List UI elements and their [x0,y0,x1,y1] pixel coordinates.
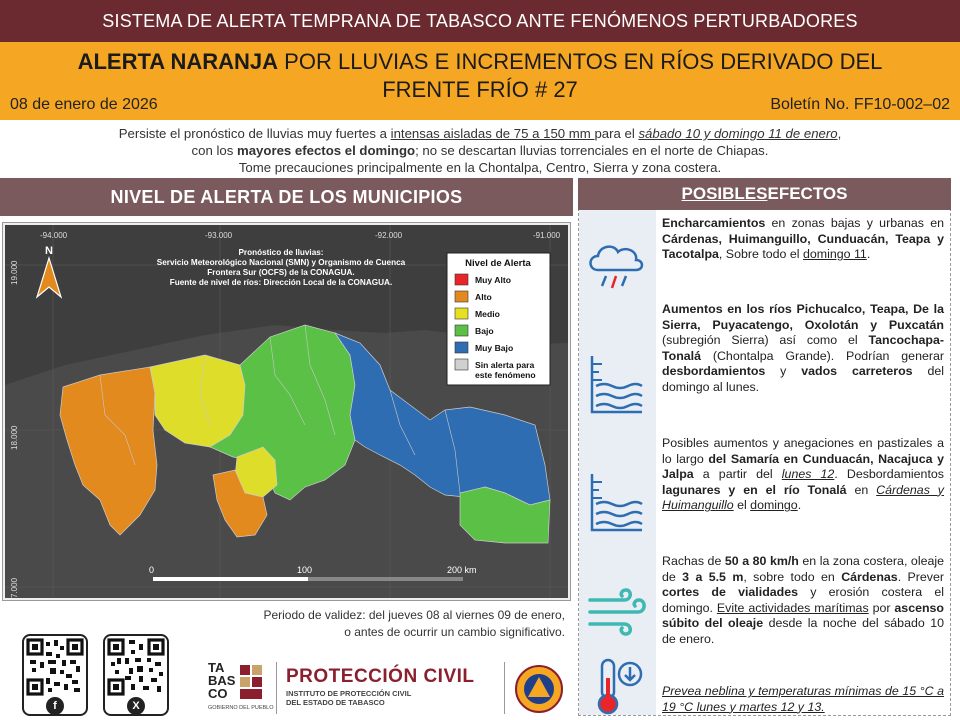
bulletin-number: Boletín No. FF10-002–02 [770,96,950,113]
legend-label: Sin alerta para [475,360,535,370]
source-line: Pronóstico de lluvias: [238,248,324,257]
legend-swatch [455,291,468,302]
effect-text-bold: Tancochapa-Tonalá [662,333,944,363]
legend-label: Muy Bajo [475,343,514,353]
effect-text-bold: lagunares y en el río Tonalá [662,482,847,497]
effect-text: (Chontalpa Grande). Podrían generar [701,348,944,363]
summary-rain-amount: intensas aisladas de 75 a 150 mm [390,126,595,141]
alert-title-line1: POR LLUVIAS E INCREMENTOS EN RÍOS DERIVADO DEL [278,49,883,74]
alert-title-line2: FRENTE FRÍO # 27 [382,77,578,102]
pc-sub-line: DEL ESTADO DE TABASCO [286,698,385,707]
legend-label: Muy Alto [475,275,511,285]
source-line: Frontera Sur (OCFS) de la CONAGUA. [207,268,355,277]
effect-text: a partir del [693,467,782,482]
effect-text-underlined: domingo [750,498,798,513]
effect-text-bold: 3 a 5.5 m [682,569,744,584]
effect-text-bold: 50 a 80 km/h [724,554,799,568]
wind-icon [584,584,650,640]
summary-text: ; no se descartan lluvias torrenciales en el norte de Chiapas. [415,143,769,158]
effect-text: del domingo al lunes. [662,364,944,394]
legend-swatch [455,274,468,285]
effect-text: , Sobre todo el [718,247,803,262]
tabasco-logo-text [208,661,235,700]
effects-title-rest: EFECTOS [767,184,848,203]
effect-text-bold: cortes de vialidades [662,585,799,600]
logo-divider [504,662,505,714]
legend-swatch [455,342,468,353]
lon-tick-label: -93.000 [205,231,233,240]
effect-temperature [662,684,944,715]
rain-cloud-icon [584,238,650,298]
qr-x[interactable] [103,634,169,716]
effect-text: (subregión Sierra) así como el [662,333,869,348]
effect-text-italic: Prevea neblina y temperaturas mínimas de 15 °C a 19 °C lunes y martes 12 y 13. [662,684,944,714]
x-glyph: X [132,700,140,712]
effect-text-italic: Cárdenas y Huimanguillo [662,482,944,513]
effect-text: el [733,498,751,513]
summary-text: Persiste el pronóstico de lluvias muy fuertes a [118,126,391,141]
map-legend [447,253,550,385]
effect-text: . Desbordamientos [834,467,944,482]
legend-label: Alto [475,292,492,302]
source-line: Fuente de nivel de ríos: Dirección Local de la CONAGUA. [169,278,393,287]
effect-text-bold: Aumentos en los ríos Pichucalco, Teapa, De la Sierra, Puyacatengo, Oxolotán y Puxcatán [662,302,944,332]
tabasco-logo-caption: GOBIERNO DEL PUEBLO [208,705,274,711]
effect-text-bold: desbordamientos [662,364,766,379]
legend-label: este fenómeno [475,370,536,380]
scale-label: 200 km [447,565,477,575]
summary-precautions: Tome precauciones principalmente en la Chontalpa, Centro, Sierra y zona costera. [238,160,722,175]
summary-highlight: mayores efectos el domingo [237,143,416,158]
north-label: N [45,245,53,257]
qr-facebook[interactable] [22,634,88,716]
logo-divider [276,662,277,714]
proteccion-civil-title: PROTECCIÓN CIVIL [286,666,475,687]
lat-tick-label: 7.000 [10,577,19,598]
validity-line: o antes de ocurrir un cambio significativo. [344,625,565,639]
validity-line: Periodo de validez: del jueves 08 al viernes 09 de enero, [263,608,565,622]
x-social-icon [127,697,145,715]
lat-tick-label: 19.000 [10,260,19,285]
river-level-icon [586,352,648,418]
source-line: Servicio Meteorológico Nacional (SMN) y Organismo de Cuenca [156,258,406,267]
qr-code-icon [107,638,165,696]
civil-protection-emblem-icon [514,664,564,714]
effect-text-bold: Cárdenas [841,569,898,584]
bulletin-date: 08 de enero de 2026 [10,96,158,113]
effect-text: por [868,600,895,615]
alert-map [3,223,570,600]
alert-level: ALERTA NARANJA [77,49,279,74]
facebook-icon [46,697,64,715]
summary-text: con los [191,143,237,158]
map-title-text: NIVEL DE ALERTA DE LOS MUNICIPIOS [110,186,463,207]
effect-text: Posibles aumentos y anegaciones en pastizales a lo largo [662,436,944,466]
effect-text: y [765,364,802,379]
qr-code-icon [26,638,84,696]
scale-label: 0 [149,565,155,575]
map-section-title [0,178,573,216]
effect-text: . [797,498,802,513]
effect-text: en [846,482,877,497]
pc-sub-line: INSTITUTO DE PROTECCIÓN CIVIL [286,689,412,698]
legend-swatch [455,308,468,319]
effect-pastures [662,436,944,514]
effect-text-bold: ascenso súbito del oleaje [662,600,944,631]
effects-title-underlined: POSIBLES [681,184,768,203]
effect-text: en zonas bajas y urbanas en [765,216,944,230]
legend-label: Bajo [475,326,494,336]
summary-text: , [837,126,842,141]
effect-text-bold: del Samaría en Cunduacán, Nacajuca y Jalpa [662,451,944,482]
effect-text-bold: Encharcamientos [662,216,766,230]
lat-tick-label: 18.000 [10,425,19,450]
effect-text: en la zona costera, oleaje de [662,554,945,584]
effect-text-italic: lunes 12 [781,467,835,482]
legend-swatch [455,359,468,370]
alert-map-svg [5,225,568,598]
effect-wind [662,554,944,648]
effect-text: desde la noche del sábado 10 de enero. [662,616,944,646]
tabasco-emblem-icon [238,663,264,701]
legend-swatch [455,325,468,336]
effect-text: y erosión costera el domingo. [662,585,944,615]
effect-text: . Prever [897,569,945,584]
tabasco-logo-line: BAS [208,673,236,688]
thermometer-icon [590,656,646,716]
system-title-banner [0,0,960,42]
lon-tick-label: -92.000 [375,231,403,240]
forecast-summary [0,125,960,176]
effect-text-bold: vados carreteros [801,364,913,379]
proteccion-civil-subtitle [286,689,411,707]
validity-period [150,607,565,641]
tabasco-logo-line: TA [208,660,225,675]
effect-text-underlined: domingo 11 [802,247,867,262]
effect-text: Rachas de [662,554,725,568]
effects-title [578,178,951,210]
system-title: SISTEMA DE ALERTA TEMPRANA DE TABASCO ANTE FENÓMENOS PERTURBADORES [102,10,858,31]
summary-dates: sábado 10 y domingo 11 de enero [638,126,838,141]
legend-label: Medio [475,309,500,319]
tabasco-logo-line: CO [208,686,228,701]
lon-tick-label: -91.000 [533,231,561,240]
scale-label: 100 [297,565,313,575]
effect-text-underlined: Evite actividades marítimas [716,600,869,615]
legend-title: Nivel de Alerta [465,258,531,269]
effect-rivers [662,302,944,396]
effect-text: . [866,247,871,262]
tabasco-government-logo [208,660,274,715]
summary-text: para el [594,126,639,141]
effect-text: , sobre todo en [743,569,842,584]
facebook-glyph: f [53,700,57,712]
effect-flooding [662,216,944,263]
effect-text-bold: Cárdenas, Huimanguillo, Cunduacán, Teapa y Tacotalpa [662,231,944,262]
flood-level-icon [586,470,648,536]
lon-tick-label: -94.000 [40,231,68,240]
